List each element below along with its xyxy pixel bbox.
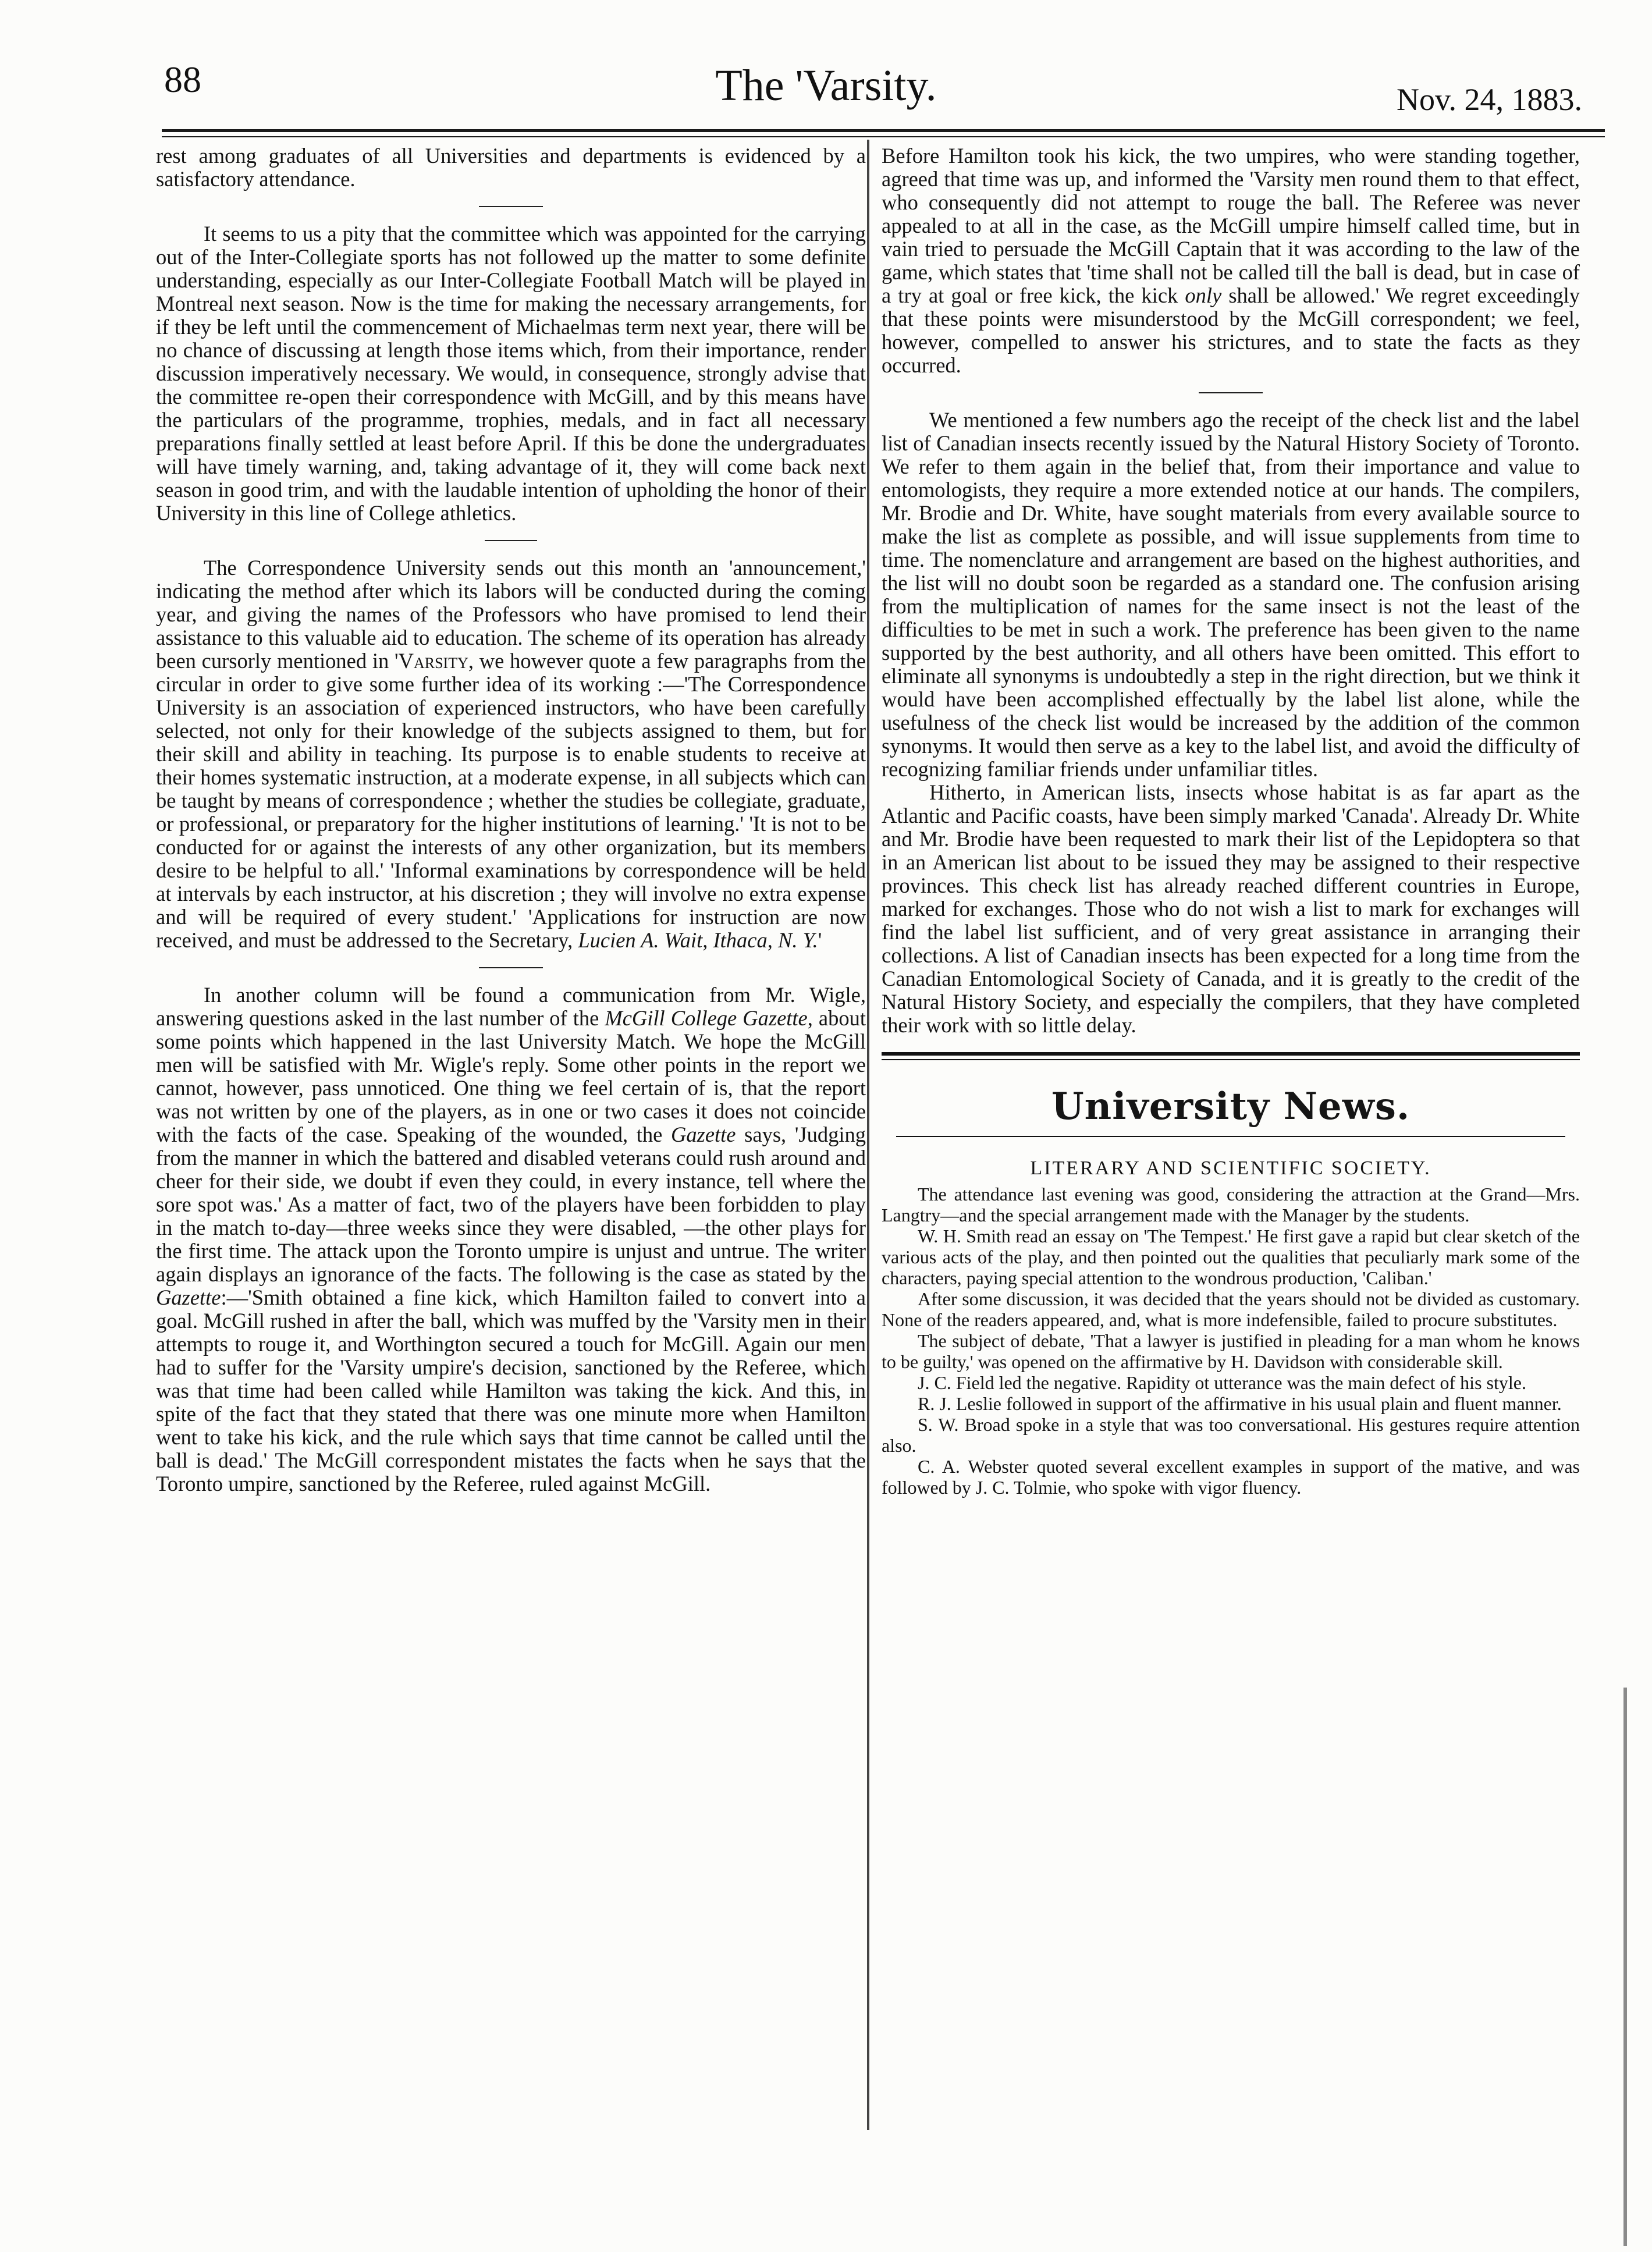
text-run: Before Hamilton took his kick, the two umpires, who were standing together, agreed that time was up, and informed the 'Varsity men round them to that effect, who consequently did not attempt to rouge the ball. The Referee was never appealed to at all in the case, as the McGill umpire himself called time, but in vain tried to persuade the McGill Captain that it was according to the law of the game, which states that 'time shall not be called till the ball is dead, but in case of a try at goal or free kick, the kick [882,144,1580,307]
section-rule-thin [882,1059,1580,1060]
text-run: , we however quote a few paragraphs from the circular in order to give some further idea of its working :—'The Correspondence University is an association of experienced instructors, who have been carefully selected, not only for their knowledge of the subjects assigned to them, but for their skill and ability in teaching. Its purpose is to enable students to receive at their homes systematic instruction, at a moderate expense, in all subjects which can be taught by means of correspondence ; whether the studies be collegiate, graduate, or professional, or preparatory for the higher institutions of learning.' 'It is not to be conducted for or against the interests of any other organization, but its members desire to be helpful to all.' 'Informal examinations by correspondence will be held at intervals by each instructor, at his discretion ; they will involve no extra expense and will be required of every student.' 'Applications for instruction are now received, and must be addressed to the Secretary, [156,649,866,952]
news-section [882,1157,1580,1498]
article-paragraph: We mentioned a few numbers ago the receipt of the check list and the label list of Canadian insects recently issued by the Natural History Society of Toronto. We refer to them again in the belief that, from their importance and value to entomologists, they require a more extended notice at our hands. The compilers, Mr. Brodie and Dr. White, have sought materials from every available source to make the list as complete as possible, and will issue supplements from time to time. The nomenclature and arrangement are based on the highest authorities, and the list will no doubt soon be regarded as a standard one. The confusion arising from the multiplication of names for the same insect is not the least of the difficulties to be met in such a work. The preference has been given to the name supported by the best authority, and all others have been omitted. This effort to eliminate all synonyms is undoubtedly a step in the right direction, but we think it would have been accomplished effectually by the label list alone, while the usefulness of the check list would be increased by the addition of the common synonyms. It would then serve as a key to the label list, and avoid the difficulty of recognizing familiar friends under unfamiliar titles. [882,408,1580,781]
publication-name: Gazette [156,1285,221,1309]
article-paragraph: It seems to us a pity that the committee which was appointed for the carrying out of the Inter-Collegiate sports has not followed up the matter to some definite understanding, especially as our Inter-Collegiate Football Match will be played in Montreal next season. Now is the time for making the necessary arrangements, for if they be left until the commencement of Michaelmas term next year, there will be no chance of discussing at length those items which, from their importance, render discussion imperatively necessary. We would, in consequence, strongly advise that the committee re-open their correspondence with McGill, and by this means have the particulars of the programme, trophies, medals, and in fact all necessary preparations finally settled at least before April. If this be done the undergraduates will have timely warning, and, taking advantage of it, they will come back next season in good trim, and with the laudable intention of upholding the honor of their University in this line of College athletics. [156,222,866,525]
text-run: The Correspondence University sends out this month an 'announcement,' indicating the method after which its labors will be conducted during the coming year, and giving the names of the Professors who have promised to lend their assistance to this valuable aid to education. The scheme of its operation has already been cursorly mentioned in ' [156,556,866,673]
section-title: University News. [1051,1085,1411,1128]
section-rule-thick [882,1052,1580,1056]
publication-name: Gazette [671,1123,736,1146]
text-run: , about some points which happened in the last University Match. We hope the McGill men will be satisfied with Mr. Wigle's reply. Some other points in the report we cannot, however, pass unnoticed. One thing we feel certain of is, that the report was not written by one of the players, as in one or two cases it does not coincide with the facts of the case. Speaking of the wounded, the [156,1006,866,1146]
emphasis-word: only [1185,283,1222,307]
news-paragraph: The subject of debate, 'That a lawyer is justified in pleading for a man whom he knows to be guilty,' was opened on the affirmative by H. Davidson with considerable skill. [882,1330,1580,1372]
masthead-rule [162,129,1605,132]
separator-rule [485,540,537,541]
right-column [882,144,1580,1498]
text-run: :—'Smith obtained a fine kick, which Hamilton failed to convert into a goal. McGill rushed in after the ball, which was muffed by the 'Varsity men in their attempts to rouge it, and Worthington secured a touch for McGill. Again our men had to suffer for the 'Varsity umpire's decision, sanctioned by the Referee, which was that time had been called while Hamilton was taking the kick. And this, in spite of the fact that they stated that there was one minute more when Hamilton went to take his kick, and the rule which says that time cannot be called until the ball is dead.' The McGill correspondent mistates the facts when he says that the Toronto umpire, sanctioned by the Referee, ruled against McGill. [156,1285,866,1496]
separator-rule [1199,392,1263,393]
journal-title: The 'Varsity. [715,61,937,110]
left-column [156,144,866,1496]
article-paragraph: Hitherto, in American lists, insects whose habitat is as far apart as the Atlantic and Pacific coasts, have been simply marked 'Canada'. Already Dr. White and Mr. Brodie have been requested to mark their list of the Lepidoptera so that in an American list about to be issued they may be assigned to their respective provinces. This check list has already reached different countries in Europe, marked for exchanges. Those who do not wish a list to mark for exchanges will find the label list sufficient, and of very great assistance in arranging their collections. A list of Canadian insects has been expected for a long time from the Canadian Entomological Society of Canada, and it is greatly to the credit of the Natural History Society, and especially the compilers, that they have completed their work with so little delay. [882,780,1580,1037]
article-paragraph [156,556,866,952]
news-paragraph: The attendance last evening was good, considering the attraction at the Grand—Mrs. Langtry—and the special arrangement made with the Manager by the students. [882,1184,1580,1226]
column-divider [867,140,869,2130]
page-edge-shadow [1623,1688,1627,2246]
news-paragraph: W. H. Smith read an essay on 'The Tempest.' He first gave a rapid but clear sketch of the various acts of the play, and then pointed out the qualities that peculiarly mark some of the characters, paying special attention to the wondrous production, 'Caliban.' [882,1226,1580,1288]
news-paragraph: S. W. Broad spoke in a style that was too conversational. His gestures require attention also. [882,1414,1580,1456]
article-paragraph: rest among graduates of all Universities and departments is evidenced by a satisfactory attendance. [156,144,866,191]
section-title-rule [896,1136,1565,1137]
text-run: shall be allowed.' We regret exceedingly that these points were misunderstood by the McGill correspondent; we feel, however, compelled to answer his strictures, and to state the facts as they occurred. [882,283,1580,377]
news-paragraph: J. C. Field led the negative. Rapidity ot utterance was the main defect of his style. [918,1372,1526,1393]
publication-name: McGill College Gazette [605,1006,808,1030]
secretary-address: Lucien A. Wait, Ithaca, N. Y. [578,928,818,952]
issue-date: Nov. 24, 1883. [1397,82,1582,117]
society-heading: LITERARY AND SCIENTIFIC SOCIETY. [1030,1157,1431,1179]
text-run: says, 'Judging from the manner in which the battered and disabled veterans could rush around and cheer for their side, we doubt if even they could, in every instance, tell where the sore spot was.' As a matter of fact, two of the players have been forbidden to play in the match to-day—three weeks since they were disabled, —the other plays for the first time. The attack upon the Toronto umpire is unjust and untrue. The writer again displays an ignorance of the facts. The following is the case as stated by the [156,1123,866,1286]
article-paragraph [156,983,866,1496]
separator-rule [479,206,543,207]
separator-rule [479,967,543,968]
article-paragraph [882,144,1580,377]
masthead-rule-thin [162,136,1605,137]
news-paragraph: After some discussion, it was decided that the years should not be divided as customary. None of the readers appeared, and, what is more indefensible, failed to procure substitutes. [882,1288,1580,1330]
varsity-name: Varsity [398,649,468,673]
text-run: In another column will be found a communication from Mr. Wigle, answering questions asked in the last number of the [156,983,866,1030]
text-run: ' [818,928,822,952]
news-paragraph: C. A. Webster quoted several excellent examples in support of the mative, and was followed by J. C. Tolmie, who spoke with vigor fluency. [882,1456,1580,1498]
news-paragraph: R. J. Leslie followed in support of the affirmative in his usual plain and fluent manner. [918,1393,1562,1414]
page-number: 88 [164,59,201,100]
